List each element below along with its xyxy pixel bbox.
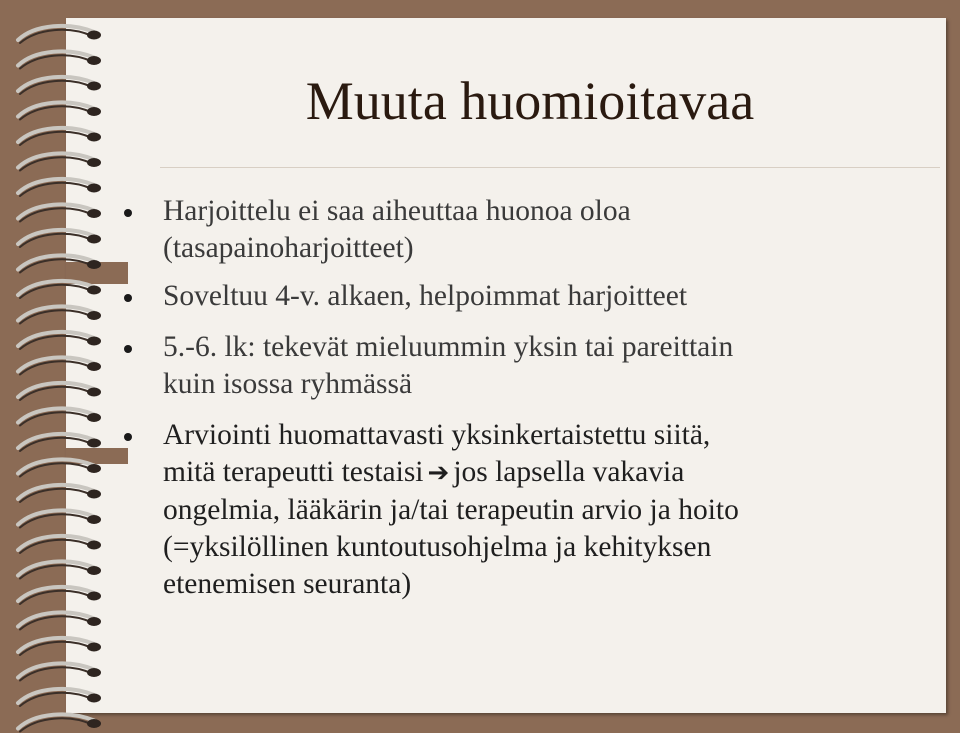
spiral-hole <box>87 439 101 448</box>
spiral-hole <box>87 617 101 626</box>
spiral-hole <box>87 235 101 244</box>
spiral-hole <box>87 592 101 601</box>
spiral-hole <box>87 515 101 524</box>
bullet-text-line: ongelmia, lääkärin ja/tai terapeutin arvio ja hoito <box>163 494 739 526</box>
spiral-hole <box>87 388 101 397</box>
spiral-hole <box>87 209 101 218</box>
bullet-item <box>118 329 928 403</box>
spiral-hole <box>87 260 101 269</box>
spiral-hole <box>87 337 101 346</box>
title-divider <box>160 167 940 168</box>
spiral-hole <box>87 643 101 652</box>
spiral-hole <box>87 82 101 91</box>
arrow-right-icon: ➔ <box>427 458 450 488</box>
bullet-icon <box>124 345 132 353</box>
bullet-text-line: kuin isossa ryhmässä <box>163 368 413 400</box>
spiral-binding-icon <box>0 0 110 733</box>
spiral-hole <box>87 413 101 422</box>
spiral-hole <box>87 362 101 371</box>
slide-title: Muuta huomioitavaa <box>305 71 755 131</box>
bullet-text-line: Soveltuu 4-v. alkaen, helpoimmat harjoitteet <box>163 280 688 312</box>
bullet-text-line: (=yksilöllinen kuntoutusohjelma ja kehityksen <box>163 531 712 563</box>
spiral-hole <box>87 133 101 142</box>
spiral-hole <box>87 56 101 65</box>
spiral-hole <box>87 31 101 40</box>
spiral-hole <box>87 668 101 677</box>
bullet-icon <box>124 294 132 302</box>
spiral-hole <box>87 464 101 473</box>
spiral-hole <box>87 694 101 703</box>
spiral-hole <box>87 490 101 499</box>
bullet-text-line: etenemisen seuranta) <box>163 568 412 600</box>
bullet-item <box>118 278 928 315</box>
bullet-list <box>118 193 928 617</box>
spiral-hole <box>87 566 101 575</box>
spiral-hole <box>87 158 101 167</box>
spiral-hole <box>87 184 101 193</box>
spiral-hole <box>87 311 101 320</box>
bullet-text-line: Harjoittelu ei saa aiheuttaa huonoa oloa <box>163 195 631 227</box>
bullet-text-segment: jos lapsella vakavia <box>453 456 685 488</box>
bullet-text-line: (tasapainoharjoitteet) <box>163 232 414 264</box>
bullet-icon <box>124 433 132 441</box>
bullet-text-segment: mitä terapeutti testaisi <box>163 456 424 488</box>
spiral-hole <box>87 719 101 728</box>
bullet-text-line: 5.-6. lk: tekevät mieluummin yksin tai pareittain <box>163 331 734 363</box>
bullet-text-line <box>163 454 928 492</box>
bullet-icon <box>124 209 132 217</box>
spiral-hole <box>87 541 101 550</box>
bullet-text-line: Arviointi huomattavasti yksinkertaistettu siitä, <box>163 419 711 451</box>
bullet-item <box>118 417 928 603</box>
spiral-hole <box>87 286 101 295</box>
spiral-hole <box>87 107 101 116</box>
bullet-item <box>118 193 928 267</box>
